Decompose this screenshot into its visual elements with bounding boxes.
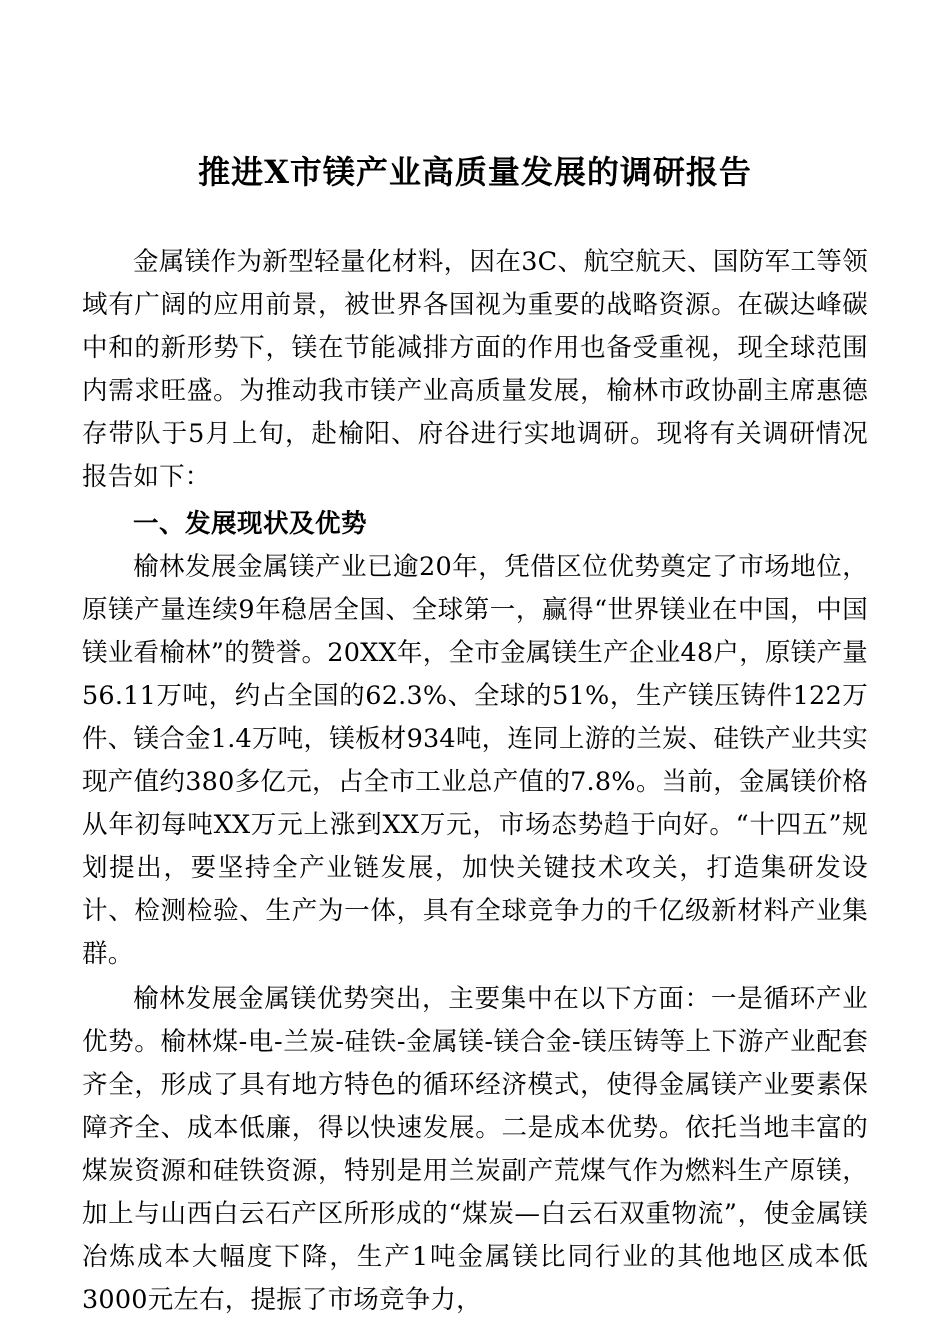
paragraph-intro: 金属镁作为新型轻量化材料，因在3C、航空航天、国防军工等领域有广阔的应用前景，被世界各国视为重要的战略资源。在碳达峰碳中和的新形势下，镁在节能减排方面的作用也备受重视，现全球范围内需求旺盛。为推动我市镁产业高质量发展，榆林市政协副主席惠德存带队于5月上旬，赴榆阳、府谷进行实地调研。现将有关调研情况报告如下： xyxy=(82,246,868,492)
paragraph-status: 榆林发展金属镁产业已逾20年，凭借区位优势奠定了市场地位，原镁产量连续9年稳居全国、全球第一，赢得“世界镁业在中国，中国镁业看榆林”的赞誉。20XX年，全市金属镁生产企业48户，原镁产量56.11万吨，约占全国的62.3%、全球的51%，生产镁压铸件122万件、镁合金1.4万吨，镁板材934吨，连同上游的兰炭、硅铁产业共实现产值约380多亿元，占全市工业总产值的7.8%。当前，金属镁价格从年初每吨XX万元上涨到XX万元，市场态势趋于向好。“十四五”规划提出，要坚持全产业链发展，加快关键技术攻关，打造集研发设计、检测检验、生产为一体，具有全球竞争力的千亿级新材料产业集群。 xyxy=(82,551,868,969)
page-title: 推进X市镁产业高质量发展的调研报告 xyxy=(198,153,752,191)
section-heading-1: 一、发展现状及优势 xyxy=(133,508,368,539)
paragraph-advantages: 榆林发展金属镁优势突出，主要集中在以下方面：一是循环产业优势。榆林煤-电-兰炭-硅铁-金属镁-镁合金-镁压铸等上下游产业配套齐全，形成了具有地方特色的循环经济模式，使得金属镁产业要素保障齐全、成本低廉，得以快速发展。二是成本优势。依托当地丰富的煤炭资源和硅铁资源，特别是用兰炭副产荒煤气作为燃料生产原镁，加上与山西白云石产区所形成的“煤炭—白云石双重物流”，使金属镁冶炼成本大幅度下降，生产1吨金属镁比同行业的其他地区成本低3000元左右，提振了市场竞争力， xyxy=(82,983,868,1315)
